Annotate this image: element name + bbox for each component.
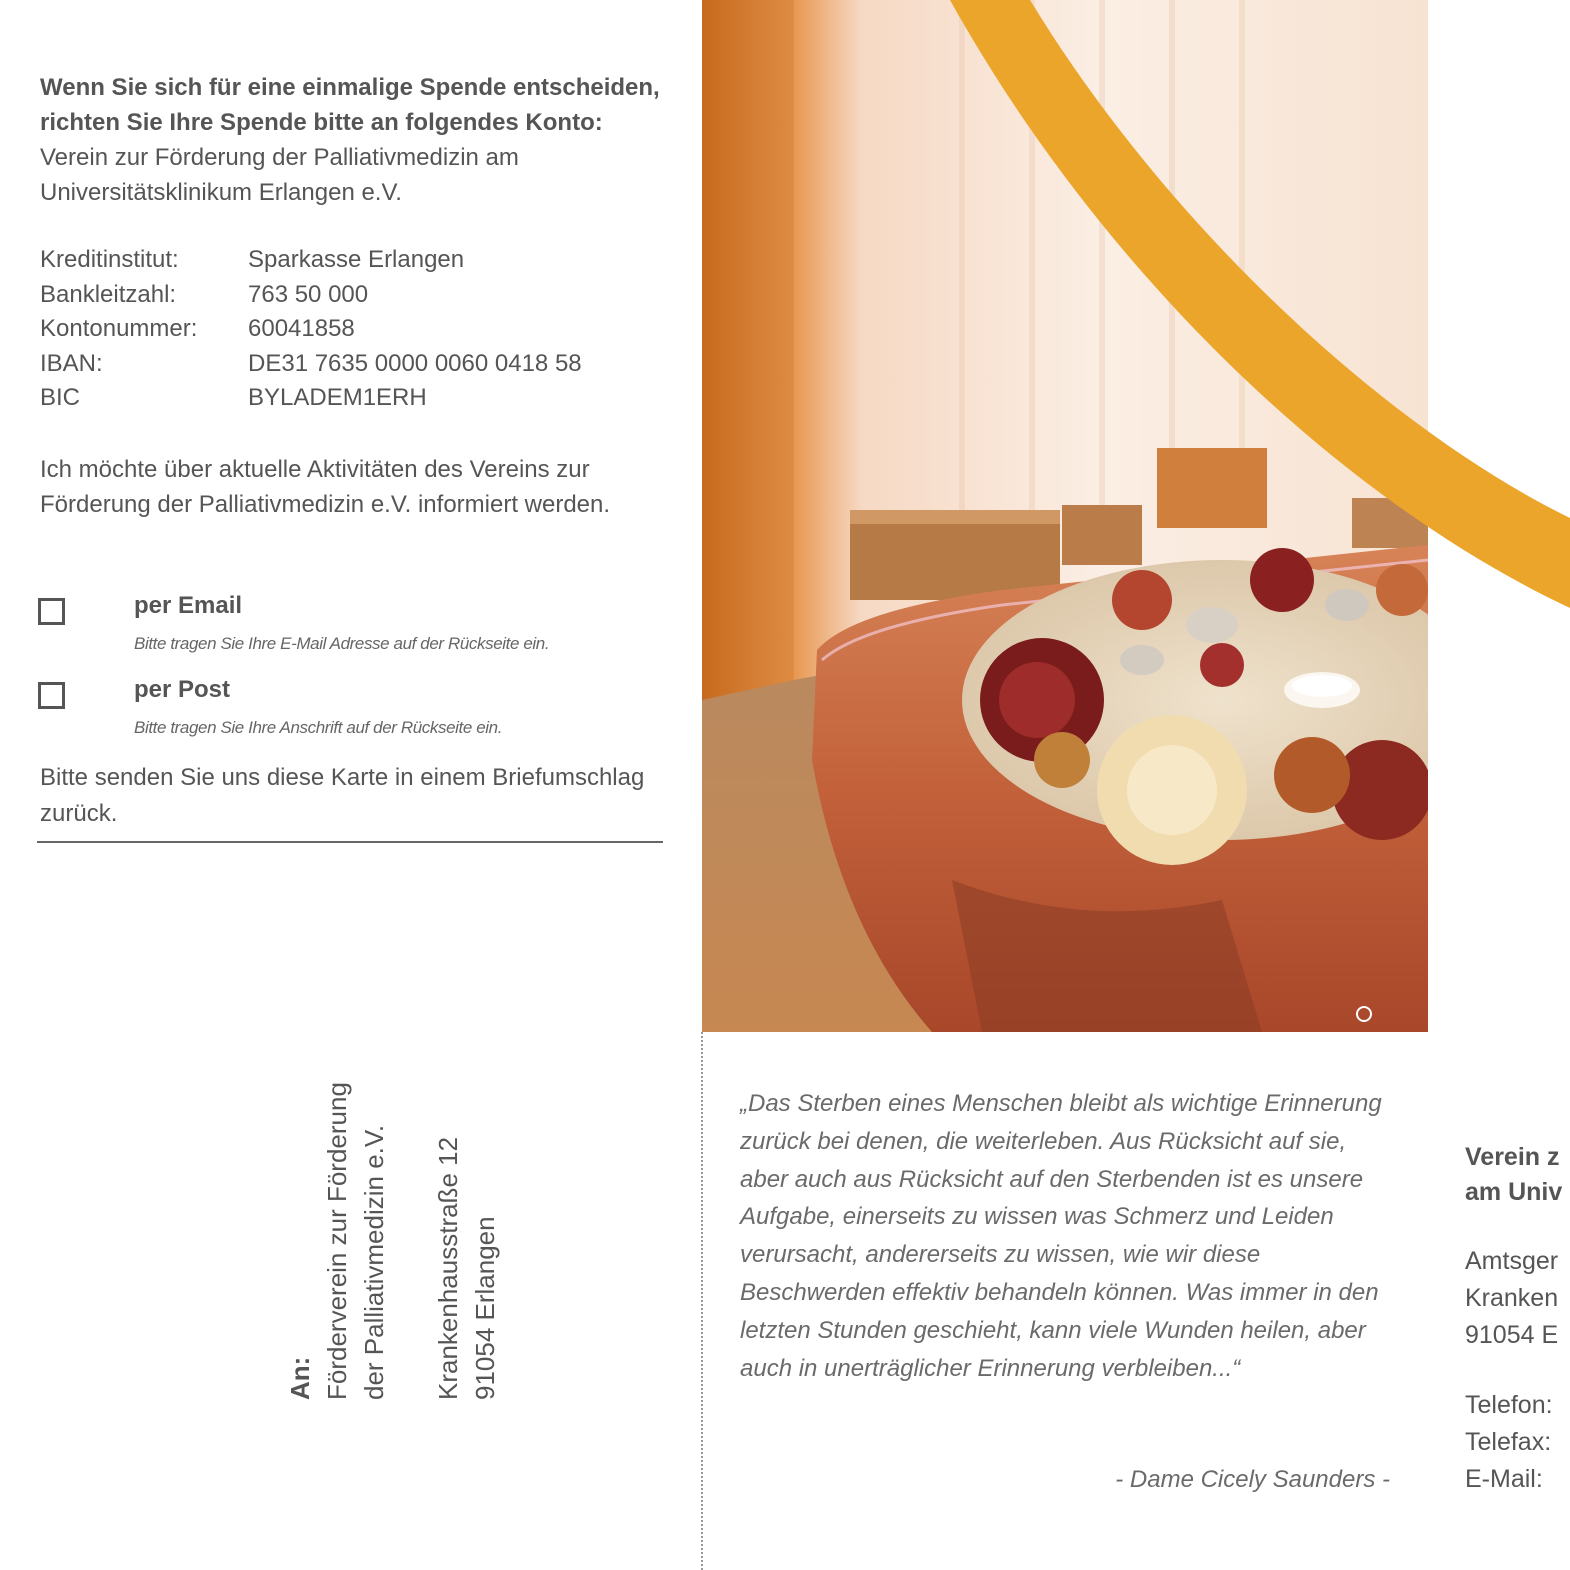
bank-row-kontonummer	[40, 312, 582, 347]
bank-row-label: Kreditinstitut:	[40, 246, 179, 273]
association-name-line-2: am Univ	[1465, 1178, 1563, 1206]
phone-label: Telefon:	[1465, 1391, 1553, 1419]
room-photo	[702, 0, 1428, 1032]
address-spacer	[393, 1000, 430, 1400]
bank-row-bic	[40, 381, 582, 416]
mailing-address	[282, 1000, 532, 1400]
address-line-2: der Palliativmedizin e.V.	[359, 1124, 389, 1400]
association-address-line-2: Kranken	[1465, 1284, 1559, 1312]
post-option-label: per Post	[134, 676, 231, 703]
address-street: Krankenhausstraße 12	[433, 1136, 463, 1400]
association-contact	[1465, 1387, 1570, 1498]
address-line-1: Förderverein zur Förderung	[322, 1082, 352, 1400]
quote-author: - Dame Cicely Saunders -	[1115, 1466, 1390, 1493]
donation-intro-heading: Wenn Sie sich für eine einmalige Spende entscheiden, richten Sie Ihre Spende bitte an folgendes Konto:	[40, 74, 660, 136]
quote-text: „Das Sterben eines Menschen bleibt als wichtige Erinnerung zurück bei denen, die weiterleben. Aus Rücksicht auf sie, aber auch aus Rücksicht auf den Sterbenden ist es unsere Aufgabe, einerseits zu wissen was Schmerz und Leiden verursacht, andererseits zu wissen, wie wir diese Beschwerden effektiv behandeln können. Was immer in den letzten Stunden geschieht, kann viele Wunden heilen, aber auch in unerträglicher Erinnerung verbleiben...“	[740, 1090, 1382, 1382]
section-divider	[37, 841, 663, 843]
email-option-label: per Email	[134, 592, 243, 619]
bank-row-iban	[40, 347, 582, 382]
association-address-line-3: 91054 E	[1465, 1321, 1559, 1349]
account-holder: Verein zur Förderung der Palliativmedizin am Universitätsklinikum Erlangen e.V.	[40, 144, 519, 206]
donation-intro	[40, 70, 670, 210]
association-address	[1465, 1243, 1570, 1354]
bank-details-table	[40, 243, 582, 416]
bank-row-value: 60041858	[248, 315, 355, 342]
bank-row-value: 763 50 000	[248, 280, 369, 308]
bank-row-label: IBAN:	[40, 349, 103, 377]
bank-row-label: BIC	[40, 384, 81, 411]
bank-row-value: BYLADEM1ERH	[248, 384, 427, 411]
address-prefix: An:	[285, 1356, 315, 1400]
bank-row-value: DE31 7635 0000 0060 0418 58	[248, 349, 582, 377]
bank-row-label: Kontonummer:	[40, 315, 198, 342]
donation-card-panel	[0, 0, 700, 1570]
association-contact-panel	[1465, 1140, 1570, 1570]
address-city: 91054 Erlangen	[470, 1216, 500, 1400]
email-option-hint: Bitte tragen Sie Ihre E-Mail Adresse auf der Rückseite ein.	[134, 634, 550, 653]
email-label: E-Mail:	[1465, 1465, 1543, 1493]
post-checkbox[interactable]	[38, 682, 65, 709]
bank-row-kreditinstitut	[40, 243, 582, 278]
post-option-hint: Bitte tragen Sie Ihre Anschrift auf der Rückseite ein.	[134, 718, 503, 737]
fax-label: Telefax:	[1465, 1428, 1552, 1456]
bank-row-value: Sparkasse Erlangen	[248, 246, 465, 273]
fold-line	[701, 1032, 703, 1570]
newsletter-text: Ich möchte über aktuelle Aktivitäten des Vereins zur Förderung der Palliativmedizin e.V. informiert werden.	[40, 456, 611, 518]
association-name-line-1: Verein z	[1465, 1143, 1560, 1171]
association-address-line-1: Amtsger	[1465, 1247, 1559, 1275]
bank-row-label: Bankleitzahl:	[40, 280, 177, 308]
return-instructions: Bitte senden Sie uns diese Karte in einem Briefumschlag zurück.	[40, 764, 645, 827]
bank-row-bankleitzahl	[40, 278, 582, 313]
email-checkbox[interactable]	[38, 598, 65, 625]
